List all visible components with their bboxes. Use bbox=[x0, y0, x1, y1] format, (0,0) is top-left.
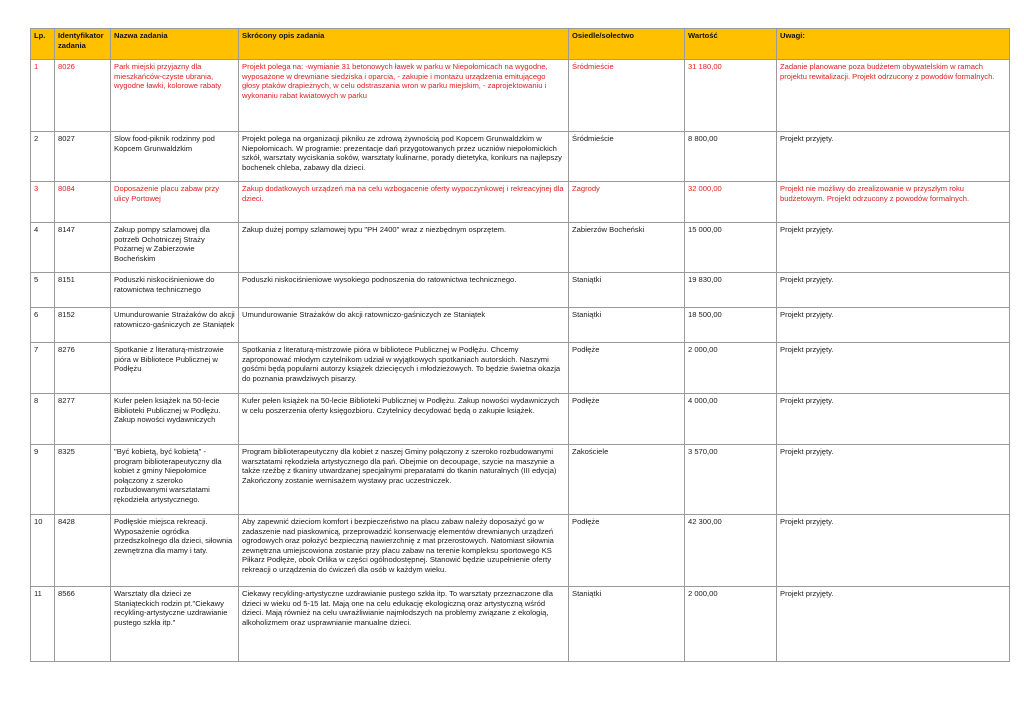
cell-area: Podłęże bbox=[569, 394, 685, 445]
cell-name: Doposażenie placu zabaw przy ulicy Portowej bbox=[111, 182, 239, 223]
cell-id: 8147 bbox=[55, 223, 111, 273]
header-name: Nazwa zadania bbox=[111, 29, 239, 60]
cell-notes: Projekt przyjęty. bbox=[777, 223, 1010, 273]
cell-id: 8027 bbox=[55, 132, 111, 182]
cell-notes: Projekt nie możliwy do zrealizowanie w przyszłym roku budżetowym. Projekt odrzucony z powodów formalnych. bbox=[777, 182, 1010, 223]
cell-lp: 6 bbox=[31, 308, 55, 343]
cell-area: Śródmieście bbox=[569, 132, 685, 182]
cell-notes: Zadanie planowane poza budżetem obywatelskim w ramach projektu rewitalizacji. Projekt odrzucony z powodów formalnych. bbox=[777, 60, 1010, 132]
cell-desc: Poduszki niskociśnieniowe wysokiego podnoszenia do ratownictwa technicznego. bbox=[239, 273, 569, 308]
cell-name: Zakup pompy szlamowej dla potrzeb Ochotniczej Straży Pożarnej w Zabierzowie Bocheńskim bbox=[111, 223, 239, 273]
cell-value: 4 000,00 bbox=[685, 394, 777, 445]
cell-id: 8566 bbox=[55, 587, 111, 662]
table-row bbox=[31, 60, 1010, 132]
cell-lp: 3 bbox=[31, 182, 55, 223]
header-notes: Uwagi: bbox=[777, 29, 1010, 60]
cell-id: 8428 bbox=[55, 515, 111, 587]
cell-desc: Aby zapewnić dzieciom komfort i bezpieczeństwo na placu zabaw należy doposażyć go w zadaszenie nad piaskownicą, przeprowadzić konserwację elementów drewnianych urządzeń ogrodowych oraz położyć bezpieczną nawierzchnię z mat przerostowych. Natomiast siłownia zewnętrzna umiejscowiona zostanie przy placu zabaw na terenie kompleksu sportowego KS Piłkarz Podłęże, obok Orlika w części ogólnodostępnej. Stanowić będzie uzupełnienie oferty rekreacji o urządzenia do ćwiczeń dla osób w każdym wieku. bbox=[239, 515, 569, 587]
cell-name: Podłęskie miejsca rekreacji. Wyposażenie ogródka przedszkolnego dla dzieci, siłownia zewnętrzna dla mamy i taty. bbox=[111, 515, 239, 587]
cell-desc: Spotkania z literaturą-mistrzowie pióra w bibliotece Publicznej w Podłężu. Chcemy zaproponować młodym czytelnikom udział w wyjątkowych spotkaniach autorskich. Naszymi gośćmi będą popularni autorzy książek dziecięcych i młodzieżowych. To będzie świetna okazja do poznania prawdziwych pisarzy. bbox=[239, 343, 569, 394]
cell-desc: Program biblioterapeutyczny dla kobiet z naszej Gminy połączony z szeroko rozbudowanymi warsztatami rękodzieła artystycznego dla pań. Obejmie on decoupage, szycie na maszynie a także rzeźbę z tkaniny utwardzanej specjalnymi preparatami do tkanin naturalnych (III edycja) Zakończony zostanie wernisażem wystawy prac uczestniczek. bbox=[239, 445, 569, 515]
cell-lp: 1 bbox=[31, 60, 55, 132]
cell-value: 31 180,00 bbox=[685, 60, 777, 132]
cell-area: Podłęże bbox=[569, 515, 685, 587]
cell-desc: Projekt polega na: -wymianie 31 betonowych ławek w parku w Niepołomicach na wygodne, wyposażone w drewniane siedziska i oparcia, - zakupie i montażu urządzenia emitującego głosy ptaków drapieżnych, w celu odstraszania wron w parku miejskim, - zaprojektowaniu i wykonaniu rabat kwiatowych w parku bbox=[239, 60, 569, 132]
header-desc: Skrócony opis zadania bbox=[239, 29, 569, 60]
cell-id: 8084 bbox=[55, 182, 111, 223]
header-value: Wartość bbox=[685, 29, 777, 60]
cell-notes: Projekt przyjęty. bbox=[777, 343, 1010, 394]
cell-name: Slow food-piknik rodzinny pod Kopcem Grunwaldzkim bbox=[111, 132, 239, 182]
cell-value: 19 830,00 bbox=[685, 273, 777, 308]
cell-lp: 8 bbox=[31, 394, 55, 445]
cell-value: 2 000,00 bbox=[685, 587, 777, 662]
cell-area: Podłęże bbox=[569, 343, 685, 394]
cell-name: Poduszki niskociśnieniowe do ratownictwa technicznego bbox=[111, 273, 239, 308]
cell-area: Staniątki bbox=[569, 308, 685, 343]
cell-id: 8276 bbox=[55, 343, 111, 394]
cell-id: 8277 bbox=[55, 394, 111, 445]
cell-notes: Projekt przyjęty. bbox=[777, 132, 1010, 182]
table-row bbox=[31, 343, 1010, 394]
cell-lp: 5 bbox=[31, 273, 55, 308]
cell-notes: Projekt przyjęty. bbox=[777, 394, 1010, 445]
cell-area: Staniątki bbox=[569, 273, 685, 308]
table-row bbox=[31, 445, 1010, 515]
cell-desc: Zakup dużej pompy szlamowej typu "PH 2400" wraz z niezbędnym osprzętem. bbox=[239, 223, 569, 273]
projects-table bbox=[30, 28, 1010, 662]
cell-name: Umundurowanie Strażaków do akcji ratowniczo-gaśniczych ze Staniątek bbox=[111, 308, 239, 343]
cell-desc: Ciekawy recykling-artystyczne uzdrawianie pustego szkła itp. To warsztaty przeznaczone dla dzieci w wieku od 5-15 lat. Mają one na celu edukację ekologiczną oraz artystyczną wśród dzieci. Mają również na celu uwrażliwianie najmłodszych na problemy związane z ekologią, alkoholizmem oraz usprawnianie manualne dzieci. bbox=[239, 587, 569, 662]
cell-lp: 9 bbox=[31, 445, 55, 515]
cell-desc: Zakup dodatkowych urządzeń ma na celu wzbogacenie oferty wypoczynkowej i rekreacyjnej dla dzieci. bbox=[239, 182, 569, 223]
cell-area: Śródmieście bbox=[569, 60, 685, 132]
cell-notes: Projekt przyjęty. bbox=[777, 587, 1010, 662]
cell-area: Zakościele bbox=[569, 445, 685, 515]
cell-area: Zabierzów Bocheński bbox=[569, 223, 685, 273]
table-row bbox=[31, 587, 1010, 662]
cell-name: Spotkanie z literaturą-mistrzowie pióra w Bibliotece Publicznej w Podłężu bbox=[111, 343, 239, 394]
header-area: Osiedle/sołectwo bbox=[569, 29, 685, 60]
cell-lp: 7 bbox=[31, 343, 55, 394]
cell-name: "Być kobietą, być kobietą" - program biblioterapeutyczny dla kobiet z gminy Niepołomice połączony z szeroko rozbudowanymi warsztatami rękodzieła artystycznego. bbox=[111, 445, 239, 515]
header-lp: Lp. bbox=[31, 29, 55, 60]
cell-id: 8152 bbox=[55, 308, 111, 343]
cell-notes: Projekt przyjęty. bbox=[777, 515, 1010, 587]
table-row bbox=[31, 223, 1010, 273]
header-id: Identyfikator zadania bbox=[55, 29, 111, 60]
cell-desc: Kufer pełen książek na 50-lecie Biblioteki Publicznej w Podłężu. Zakup nowości wydawniczych w celu poszerzenia oferty księgozbioru. Czytelnicy decydować będą o zakupie książek. bbox=[239, 394, 569, 445]
cell-value: 42 300,00 bbox=[685, 515, 777, 587]
cell-value: 15 000,00 bbox=[685, 223, 777, 273]
cell-area: Staniątki bbox=[569, 587, 685, 662]
table-row bbox=[31, 308, 1010, 343]
cell-id: 8026 bbox=[55, 60, 111, 132]
cell-value: 3 570,00 bbox=[685, 445, 777, 515]
cell-notes: Projekt przyjęty. bbox=[777, 308, 1010, 343]
cell-name: Park miejski przyjazny dla mieszkańców-czyste ubrania, wygodne ławki, kolorowe rabaty bbox=[111, 60, 239, 132]
table-row bbox=[31, 273, 1010, 308]
cell-id: 8325 bbox=[55, 445, 111, 515]
header-row bbox=[31, 29, 1010, 60]
cell-value: 18 500,00 bbox=[685, 308, 777, 343]
table-row bbox=[31, 132, 1010, 182]
cell-name: Kufer pełen książek na 50-lecie Biblioteki Publicznej w Podłężu. Zakup nowości wydawniczych bbox=[111, 394, 239, 445]
cell-lp: 10 bbox=[31, 515, 55, 587]
cell-value: 32 000,00 bbox=[685, 182, 777, 223]
cell-name: Warsztaty dla dzieci ze Staniąteckich rodzin pt."Ciekawy recykling-artystyczne uzdrawianie pustego szkła itp." bbox=[111, 587, 239, 662]
cell-area: Zagrody bbox=[569, 182, 685, 223]
cell-value: 8 800,00 bbox=[685, 132, 777, 182]
cell-lp: 11 bbox=[31, 587, 55, 662]
table-row bbox=[31, 394, 1010, 445]
cell-value: 2 000,00 bbox=[685, 343, 777, 394]
cell-desc: Umundurowanie Strażaków do akcji ratowniczo-gaśniczych ze Staniątek bbox=[239, 308, 569, 343]
cell-id: 8151 bbox=[55, 273, 111, 308]
cell-notes: Projekt przyjęty. bbox=[777, 273, 1010, 308]
cell-desc: Projekt polega na organizacji pikniku ze zdrową żywnością pod Kopcem Grunwaldzkim w Niepołomicach. W programie: prezentacje dań przygotowanych przez uczniów niepołomickich szkół, warsztaty wyciskania soków, warsztaty kulinarne, porady dietetyka, konkurs na najlepszy bochenek chleba, zabawy dla dzieci. bbox=[239, 132, 569, 182]
cell-lp: 2 bbox=[31, 132, 55, 182]
cell-notes: Projekt przyjęty. bbox=[777, 445, 1010, 515]
cell-lp: 4 bbox=[31, 223, 55, 273]
table-row bbox=[31, 182, 1010, 223]
table-row bbox=[31, 515, 1010, 587]
